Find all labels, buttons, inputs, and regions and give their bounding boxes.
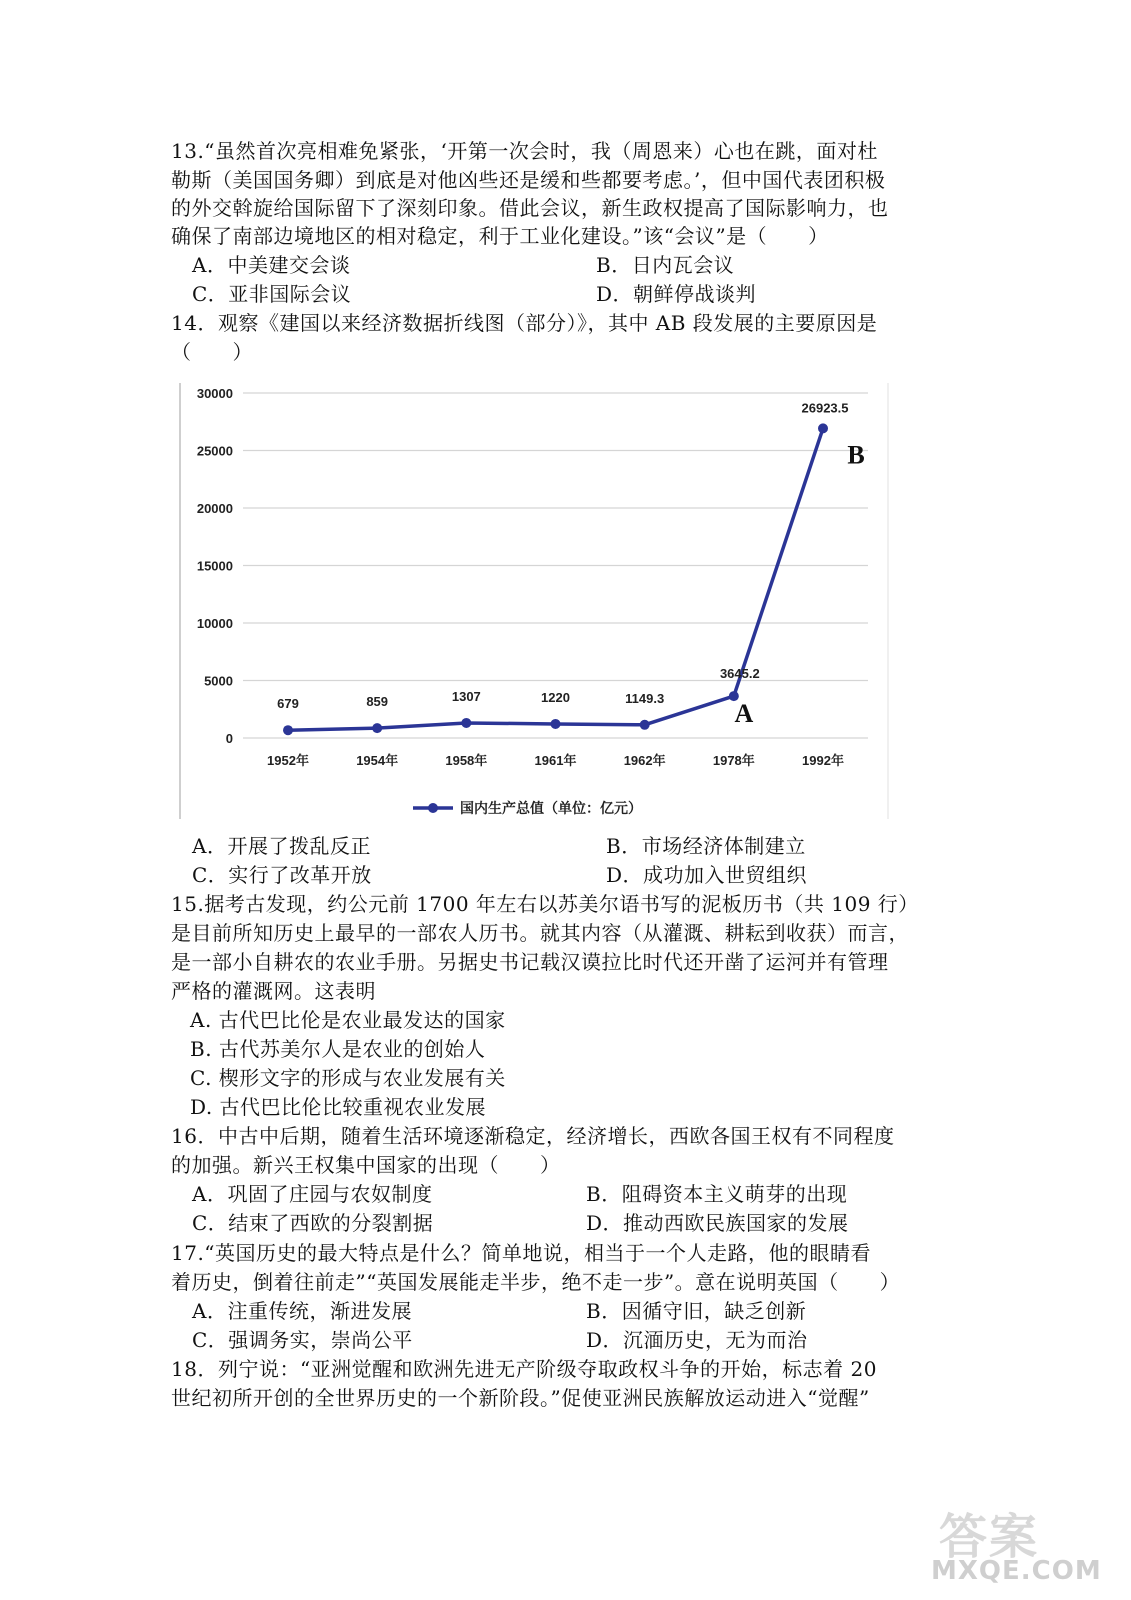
data-point <box>818 423 828 433</box>
q13-option-c: C．亚非国际会议 <box>192 282 352 306</box>
x-tick-label: 1958年 <box>445 753 488 768</box>
series-line <box>288 428 823 730</box>
q13-line-2: 勒斯（美国国务卿）到底是对他凶些还是缓和些都要考虑。’，但中国代表团积极 <box>171 168 886 192</box>
gdp-line-chart <box>178 383 908 841</box>
q13-line-4: 确保了南部边境地区的相对稳定，利于工业化建设。”该“会议”是（ ） <box>171 224 829 248</box>
q18-line-1: 18．列宁说：“亚洲觉醒和欧洲先进无产阶级夺取政权斗争的开始，标志着 20 <box>171 1357 877 1381</box>
q15-line-3: 是一部小自耕农的农业手册。另据史书记载汉谟拉比时代还开凿了运河并有管理 <box>171 950 889 974</box>
q14-option-b: B．市场经济体制建立 <box>606 834 806 858</box>
data-label: 1149.3 <box>625 690 665 706</box>
x-tick-label: 1992年 <box>802 753 844 768</box>
q16-line-1: 16．中古中后期，随着生活环境逐渐稳定，经济增长，西欧各国王权有不同程度 <box>171 1124 895 1148</box>
x-tick-label: 1952年 <box>267 753 309 768</box>
q15-option-a: A. 古代巴比伦是农业最发达的国家 <box>190 1008 506 1032</box>
watermark-logo <box>923 1498 1113 1588</box>
data-label: 1220 <box>541 689 570 705</box>
q13-line-3: 的外交斡旋给国际留下了深刻印象。借此会议，新生政权提高了国际影响力，也 <box>171 196 889 220</box>
legend-label: 国内生产总值（单位：亿元） <box>460 800 642 816</box>
y-tick-label: 10000 <box>196 616 233 631</box>
y-tick-label: 20000 <box>196 501 233 516</box>
data-label: 1307 <box>451 688 481 704</box>
q13-option-b: B．日内瓦会议 <box>596 253 735 277</box>
q16-option-b: B．阻碍资本主义萌芽的出现 <box>586 1182 848 1206</box>
q15-option-d: D. 古代巴比伦比较重视农业发展 <box>190 1095 487 1119</box>
data-point <box>461 718 471 728</box>
q17-line-1: 17.“英国历史的最大特点是什么？简单地说，相当于一个人走路，他的眼睛看 <box>171 1241 872 1265</box>
q17-option-b: B．因循守旧，缺乏创新 <box>586 1299 807 1323</box>
q14-line-1: 14．观察《建国以来经济数据折线图（部分）》，其中 AB 段发展的主要原因是 <box>171 311 878 335</box>
q15-option-c: C. 楔形文字的形成与农业发展有关 <box>190 1066 506 1090</box>
q15-line-4: 严格的灌溉网。这表明 <box>171 979 376 1003</box>
q16-option-d: D．推动西欧民族国家的发展 <box>586 1211 849 1235</box>
q17-line-2: 着历史，倒着往前走”“英国发展能走半步，绝不走一步”。意在说明英国（ ） <box>171 1270 901 1294</box>
data-label: 679 <box>277 696 299 712</box>
data-point <box>372 723 382 733</box>
watermark-top: 答案 <box>939 1509 1040 1565</box>
chart-svg <box>178 383 908 841</box>
q18-line-2: 世纪初所开创的全世界历史的一个新阶段。”促使亚洲民族解放运动进入“觉醒” <box>171 1386 870 1410</box>
q17-option-a: A．注重传统，渐进发展 <box>192 1299 412 1323</box>
annotation-b: B <box>847 440 865 470</box>
q14-option-a: A．开展了拨乱反正 <box>192 834 371 858</box>
q16-option-c: C．结束了西欧的分裂割据 <box>192 1211 434 1235</box>
x-tick-label: 1954年 <box>356 753 399 768</box>
annotation-a: A <box>734 699 754 729</box>
q15-option-b: B. 古代苏美尔人是农业的创始人 <box>190 1037 486 1061</box>
y-tick-label: 30000 <box>196 386 233 401</box>
y-tick-label: 25000 <box>196 443 233 459</box>
q13-option-d: D．朝鲜停战谈判 <box>596 282 757 306</box>
data-point <box>640 720 650 730</box>
q14-option-d: D．成功加入世贸组织 <box>606 863 808 887</box>
data-label: 859 <box>366 694 389 710</box>
q16-line-2: 的加强。新兴王权集中国家的出现（ ） <box>171 1153 561 1177</box>
data-point <box>551 719 561 729</box>
x-tick-label: 1978年 <box>712 753 755 768</box>
data-label: 3645.2 <box>719 666 760 682</box>
y-tick-label: 5000 <box>204 673 233 689</box>
x-tick-label: 1961年 <box>534 753 577 768</box>
y-tick-label: 0 <box>225 731 233 746</box>
watermark-bottom: MXQE.COM <box>931 1556 1102 1586</box>
data-point <box>283 725 293 735</box>
q15-line-2: 是目前所知历史上最早的一部农人历书。就其内容（从灌溉、耕耘到收获）而言， <box>171 921 909 945</box>
q14-line-2: （ ） <box>171 340 253 364</box>
legend-marker <box>428 803 438 813</box>
q13-option-a: A．中美建交会谈 <box>192 253 351 277</box>
q17-option-d: D．沉湎历史，无为而治 <box>586 1328 808 1352</box>
q15-line-1: 15.据考古发现，约公元前 1700 年左右以苏美尔语书写的泥板历书（共 109 行） <box>171 892 919 916</box>
data-label: 26923.5 <box>801 400 849 416</box>
y-tick-label: 15000 <box>196 558 233 574</box>
x-tick-label: 1962年 <box>623 753 666 768</box>
q16-option-a: A．巩固了庄园与农奴制度 <box>192 1182 433 1206</box>
q17-option-c: C．强调务实，崇尚公平 <box>192 1328 413 1352</box>
q14-option-c: C．实行了改革开放 <box>192 863 372 887</box>
q13-line-1: 13.“虽然首次亮相难免紧张，‘开第一次会时，我（周恩来）心也在跳，面对杜 <box>171 139 878 163</box>
